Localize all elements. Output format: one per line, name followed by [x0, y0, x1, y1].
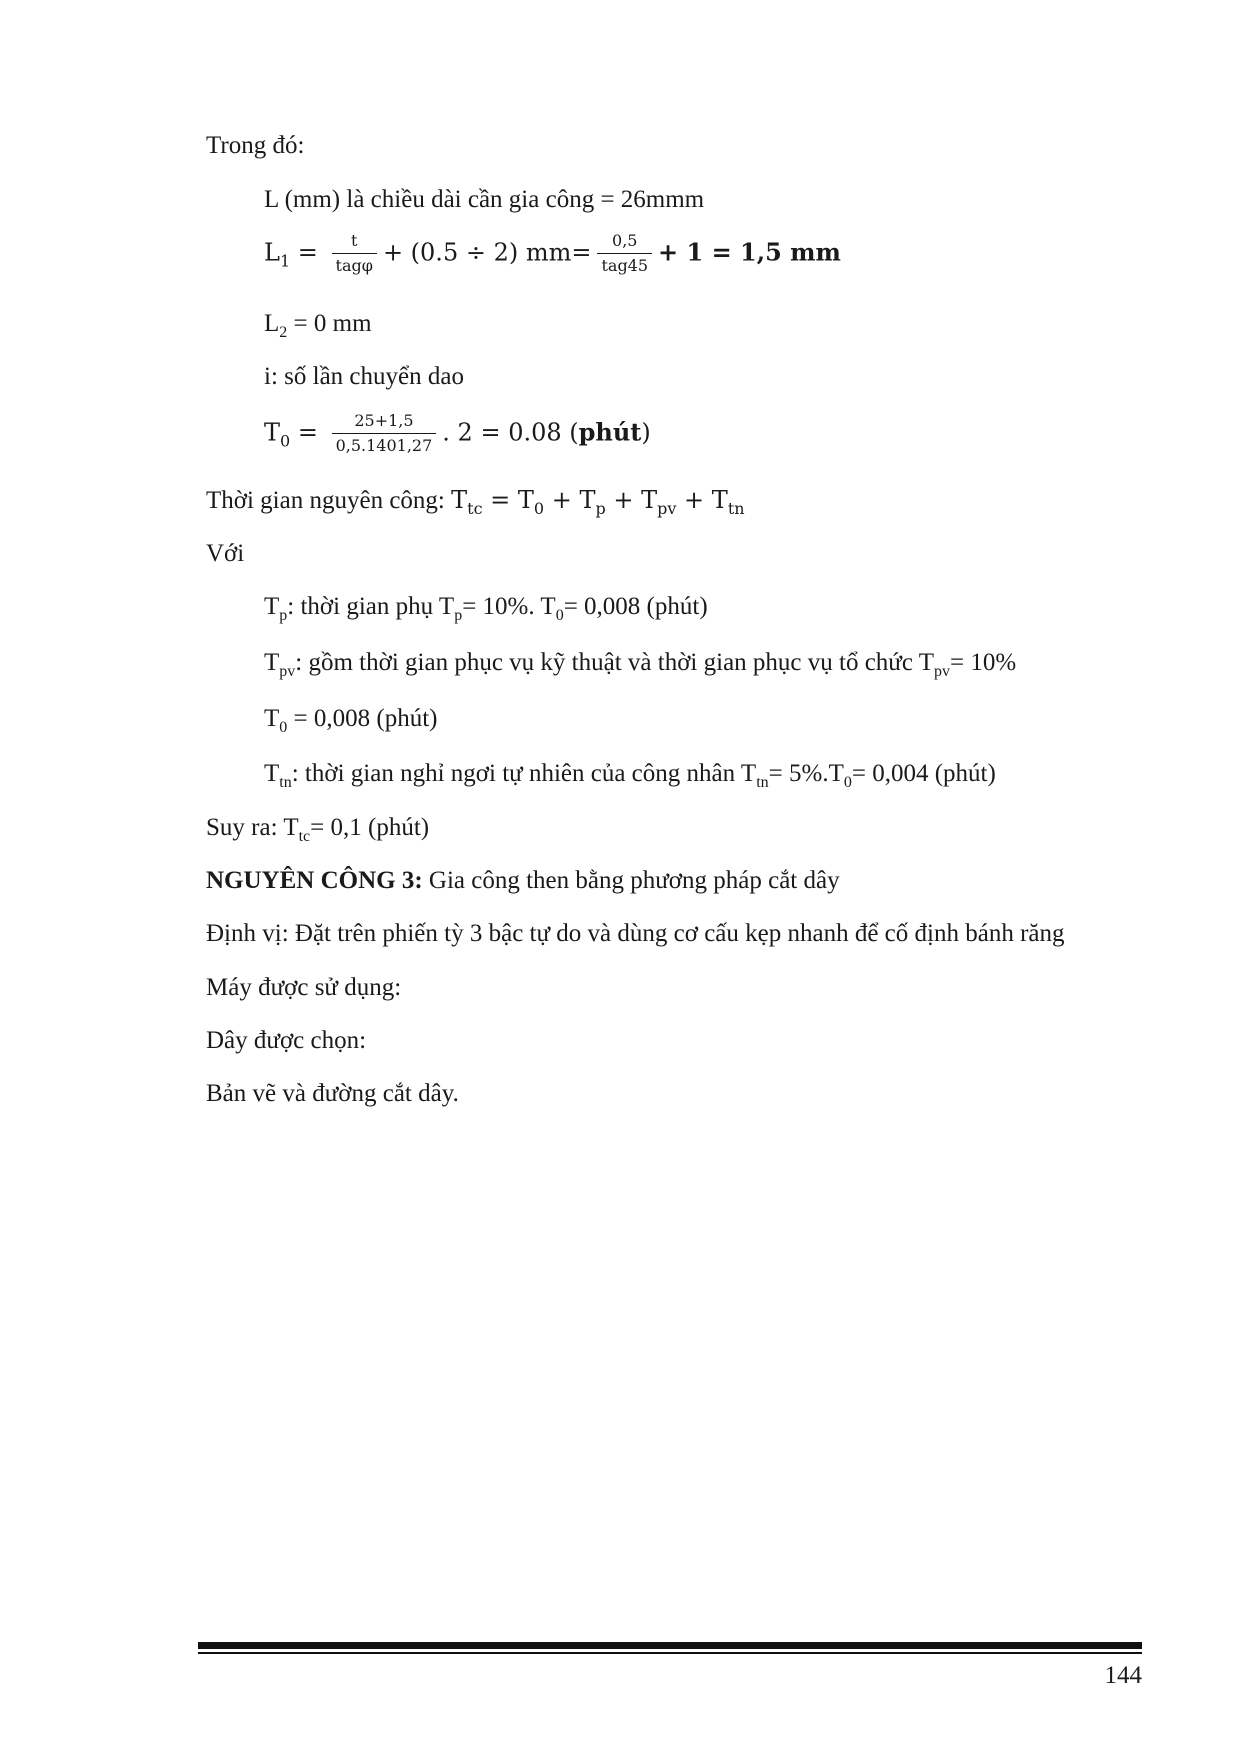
- footer-rule-thick: [198, 1642, 1142, 1649]
- length-definition: L (mm) là chiều dài cần gia công = 26mmm: [264, 186, 705, 213]
- t0-fraction-numerator: 25+1,5: [332, 412, 437, 434]
- tpv-text-a: : gồm thời gian phục vụ kỹ thuật và thời gian phục vụ tổ chức T: [295, 649, 935, 676]
- ttc-math: [451, 486, 745, 518]
- ttn-line: [264, 760, 996, 791]
- ttc-formula: [206, 486, 745, 518]
- tp-text-b: = 10%. T: [462, 593, 556, 620]
- suy-ra-line: [206, 814, 430, 845]
- t0-equals: =: [297, 418, 318, 447]
- t0-subscript: 0: [280, 431, 291, 451]
- t0-line-value: = 0,008 (phút): [287, 705, 438, 732]
- t0-line: [264, 705, 438, 736]
- ttn-text-b: = 5%.T: [768, 760, 844, 787]
- t0-symbol: T: [264, 418, 281, 447]
- l2-line: [264, 310, 372, 341]
- ttn-text-c: = 0,004 (phút): [851, 760, 996, 787]
- tp-text-a: : thời gian phụ T: [287, 593, 455, 620]
- intro-text: Trong đó:: [206, 132, 305, 159]
- ttc-equals: =: [482, 486, 518, 514]
- t0-unit: phút: [578, 417, 642, 447]
- suy-text-b: = 0,1 (phút): [310, 814, 430, 841]
- ttc-sub-p: p: [595, 499, 606, 518]
- tp-subscript-0: 0: [555, 607, 564, 624]
- l1-equals: =: [297, 238, 318, 267]
- t0-tail-c: ): [641, 418, 651, 447]
- ttc-plus-3: +: [676, 486, 712, 514]
- tpv-text-b: = 10%: [950, 649, 1017, 676]
- l1-fraction-1: [332, 232, 377, 276]
- ban-ve-text: Bản vẽ và đường cắt dây.: [206, 1080, 459, 1107]
- l1-fraction-2: [597, 232, 652, 276]
- ttn-symbol: T: [264, 760, 280, 787]
- l2-value: = 0 mm: [287, 310, 372, 337]
- voi-text: Với: [206, 540, 245, 567]
- i-definition: i: số lần chuyển dao: [264, 363, 464, 390]
- day-text: Dây được chọn:: [206, 1027, 367, 1054]
- suy-subscript: tc: [298, 828, 311, 845]
- ttc-sub-0: 0: [533, 499, 545, 518]
- ttc-sym-1: T: [451, 486, 468, 514]
- ttn-subscript-2: tn: [756, 774, 769, 791]
- t0-line-symbol: T: [264, 705, 280, 732]
- ttc-sub-tc: tc: [467, 499, 483, 518]
- suy-text-a: Suy ra: T: [206, 814, 299, 841]
- tpv-line: [264, 649, 1017, 680]
- tpv-symbol: T: [264, 649, 280, 676]
- tp-symbol: T: [264, 593, 280, 620]
- ttn-subscript: tn: [279, 774, 292, 791]
- l2-symbol: L: [264, 310, 280, 337]
- ttc-sym-4: T: [641, 486, 658, 514]
- dinh-vi-text: Định vị: Đặt trên phiến tỳ 3 bậc tự do và dùng cơ cấu kẹp nhanh để cố định bánh răng: [206, 920, 1065, 947]
- tpv-subscript-2: pv: [934, 663, 951, 680]
- ttc-sym-3: T: [579, 486, 596, 514]
- ttn-text-a: : thời gian nghỉ ngơi tự nhiên của công nhân T: [291, 760, 757, 787]
- ttn-subscript-0: 0: [843, 774, 852, 791]
- ttc-sym-2: T: [517, 486, 534, 514]
- l1-middle: + (0.5 ÷ 2) mm=: [382, 238, 592, 267]
- l1-symbol: L: [264, 238, 280, 267]
- l1-fraction-2-numerator: 0,5: [597, 232, 652, 254]
- l1-fraction-1-numerator: t: [332, 232, 377, 254]
- l1-fraction-2-denominator: tag45: [601, 256, 649, 276]
- may-text: Máy được sử dụng:: [206, 974, 402, 1001]
- nguyen-cong-3-heading: [206, 868, 840, 893]
- footer-rule-thin: [198, 1652, 1142, 1654]
- tp-text-c: = 0,008 (phút): [563, 593, 708, 620]
- ttc-sub-tn: tn: [727, 499, 745, 518]
- ttc-sym-5: T: [711, 486, 728, 514]
- t0-line-subscript: 0: [279, 719, 288, 736]
- page-number: 144: [1104, 1662, 1142, 1689]
- t0-fraction-denominator: 0,5.1401,27: [335, 436, 433, 456]
- l1-result: + 1 = 1,5 mm: [658, 237, 841, 267]
- l1-fraction-1-denominator: tagφ: [335, 256, 373, 276]
- l1-subscript: 1: [279, 251, 291, 271]
- ttc-sub-pv: pv: [657, 499, 677, 518]
- t0-fraction: [332, 412, 437, 456]
- t0-formula: [264, 412, 651, 456]
- nguyen-cong-3-label: NGUYÊN CÔNG 3:: [206, 867, 423, 894]
- nguyen-cong-3-desc: Gia công then bằng phương pháp cắt dây: [422, 867, 840, 894]
- ttc-label: Thời gian nguyên công:: [206, 487, 452, 514]
- t0-tail-a: . 2 = 0.08 (: [442, 418, 579, 447]
- l2-subscript: 2: [279, 324, 288, 341]
- tp-subscript-2: p: [454, 607, 463, 624]
- ttc-plus-2: +: [605, 486, 642, 514]
- l1-formula: [264, 232, 841, 276]
- tp-subscript: p: [279, 607, 288, 624]
- tpv-subscript: pv: [279, 663, 296, 680]
- tp-line: [264, 593, 708, 624]
- ttc-plus-1: +: [544, 486, 580, 514]
